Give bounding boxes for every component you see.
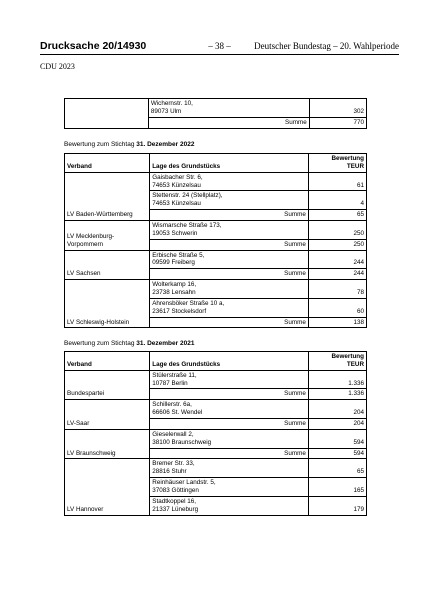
party-label: CDU 2023 [40,62,75,71]
table-header-row [65,352,367,371]
sum-value: 204 [308,419,366,430]
value-cell: 61 [308,172,366,191]
document-prefix: Drucksache 20/ [40,40,118,52]
address-street: Stülerstraße 11, [152,371,197,379]
address-city: 66606 St. Wendel [152,409,203,417]
address-street: Bremer Str. 33, [152,460,195,468]
sum-value: 65 [308,210,366,221]
address-cell [150,221,309,240]
verband-cell: LV Baden-Württemberg [65,172,150,220]
value-cell: 204 [308,400,366,419]
publisher-line: Deutscher Bundestag – 20. Wahlperiode [254,41,399,51]
column-header-bewertung: Bewertung TEUR [308,352,366,371]
sum-label: Summe [150,448,309,459]
sum-label: Summe [150,239,309,250]
address-cell [150,429,309,448]
address-cell [150,370,309,389]
address-cell [150,459,309,478]
column-header-lage: Lage des Grundstücks [150,154,309,173]
valuation-table-2021 [64,351,367,516]
sum-label: Summe [150,419,309,430]
value-cell: 78 [308,280,366,299]
value-cell: 60 [308,298,366,317]
address-city: 23617 Stockelsdorf [152,307,207,315]
address-street: Gieselerwall 2, [152,430,194,438]
address-city: 28816 Stuhr [152,468,187,476]
column-header-verband: Verband [65,352,150,371]
address-cell [150,172,309,191]
address-street: Ahrensböker Straße 10 a, [152,299,225,307]
verband-cell: LV Braunschweig [65,429,150,459]
address-cell [150,496,309,515]
sum-value: 138 [308,317,366,328]
value-cell: 302 [309,99,366,118]
document-number: 14930 [117,40,147,52]
address-city: 74653 Künzelsau [152,181,201,189]
address-city: 38100 Braunschweig [152,438,212,446]
table-row [65,429,367,448]
address-cell [150,400,309,419]
address-street: Stadtkoppel 16, [152,497,197,505]
address-cell [150,250,309,269]
sum-label: Summe [150,210,309,221]
sum-value: 770 [309,117,366,128]
value-cell: 1.336 [308,370,366,389]
sum-value: 250 [308,239,366,250]
address-city: 19053 Schwerin [152,229,198,237]
page-number: – 38 – [208,41,231,51]
section-date: 31. Dezember 2021 [136,340,195,347]
address-street: Schillerstr. 6a, [152,401,192,409]
address-city: 89073 Ulm [150,107,182,115]
section-title-2021: Bewertung zum Stichtag 31. Dezember 2021 [64,340,195,347]
address-city: 10787 Berlin [152,379,188,387]
sum-value: 1.336 [308,389,366,400]
verband-cell: LV Hannover [65,459,150,515]
header-rule [40,54,399,55]
table-header-row [65,154,367,173]
verband-cell: LV Mecklenburg-Vorpommern [65,221,150,251]
table-row [65,221,367,240]
address-street: Wolterkamp 16, [152,281,197,289]
table-row [65,459,367,478]
address-street: Wismarsche Straße 173, [152,222,222,230]
address-street: Erbische Straße 5, [152,251,205,259]
address-city: 37083 Göttingen [152,487,199,495]
value-cell: 594 [308,429,366,448]
table-row [65,370,367,389]
table-row [65,400,367,419]
value-cell: 179 [308,496,366,515]
verband-cell: LV Sachsen [65,250,150,280]
address-street: Reinhäuser Landstr. 5, [152,479,216,487]
section-title-2022: Bewertung zum Stichtag 31. Dezember 2022 [64,141,195,148]
value-cell: 244 [308,250,366,269]
sum-label: Summe [150,389,309,400]
address-cell [150,298,309,317]
sum-row [65,117,367,128]
sum-value: 244 [308,269,366,280]
verband-cell: Bundespartei [65,370,150,400]
sum-label: Summe [150,269,309,280]
valuation-table-2022 [64,153,367,328]
column-header-bewertung: Bewertung TEUR [308,154,366,173]
table-row [65,172,367,191]
address-city: 74653 Künzelsau [152,200,201,208]
table-row [65,280,367,299]
continuation-table [64,98,367,129]
sum-value: 594 [308,448,366,459]
value-cell: 165 [308,478,366,497]
address-cell [150,478,309,497]
address-cell [150,191,309,210]
column-header-lage: Lage des Grundstücks [150,352,309,371]
address-street: Stettenstr. 24 (Stellplatz), [152,192,223,200]
table-row [65,99,367,118]
column-header-verband: Verband [65,154,150,173]
value-cell: 4 [308,191,366,210]
address-street: Gaisbacher Str. 6, [152,173,203,181]
value-cell: 65 [308,459,366,478]
address-cell [148,99,309,118]
table-row [65,250,367,269]
sum-label: Summe [148,117,309,128]
sum-label: Summe [150,317,309,328]
verband-cell: LV-Saar [65,400,150,430]
address-cell [150,280,309,299]
value-cell: 250 [308,221,366,240]
address-city: 09599 Freiberg [152,259,195,267]
verband-cell: LV Schleswig-Holstein [65,280,150,328]
address-street: Wichernstr. 10, [150,100,193,107]
section-date: 31. Dezember 2022 [136,141,195,148]
address-city: 23738 Lensahn [152,289,196,297]
address-city: 21337 Lüneburg [152,505,199,513]
